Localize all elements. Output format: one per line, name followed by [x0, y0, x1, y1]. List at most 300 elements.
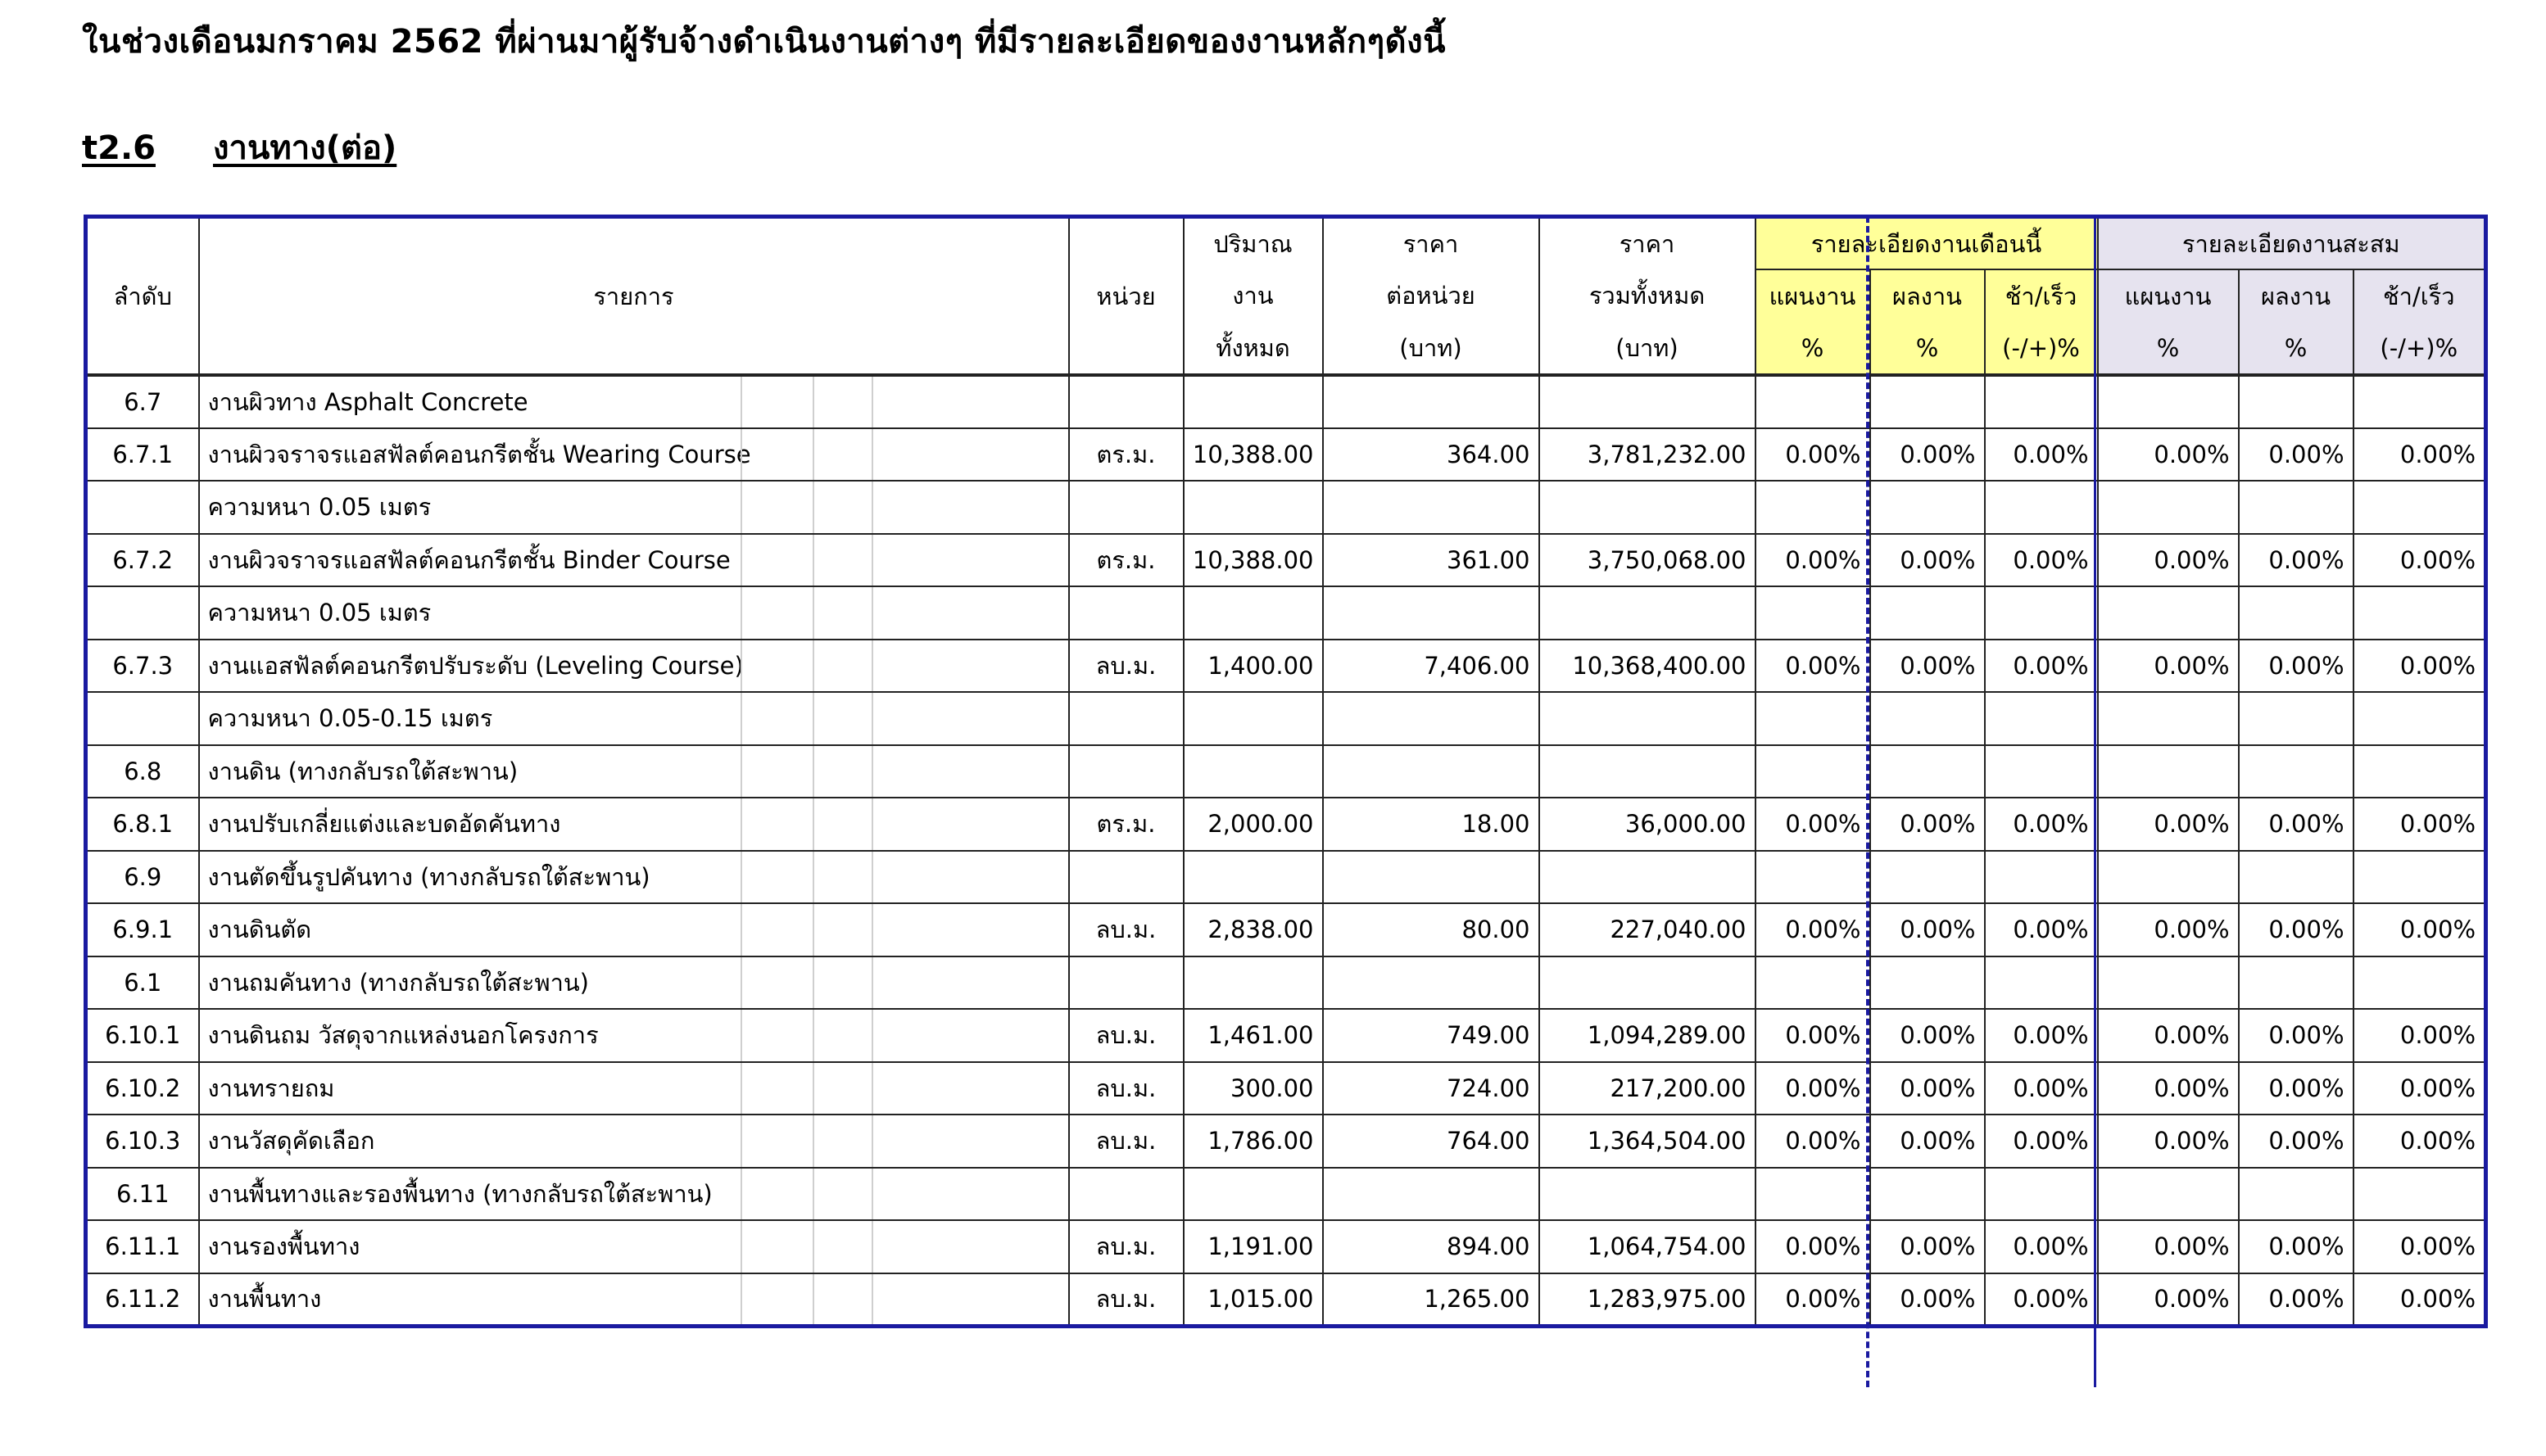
- row-number: 6.8: [86, 745, 199, 798]
- row-unit: ตร.ม.: [1069, 534, 1184, 587]
- row-month-variance: 0.00%: [1985, 1220, 2098, 1273]
- row-cum-variance: 0.00%: [2353, 1273, 2486, 1327]
- row-unit: ลบ.ม.: [1069, 1273, 1184, 1327]
- row-cum-result: [2239, 586, 2353, 640]
- row-number: 6.7: [86, 375, 199, 428]
- row-unit-price: [1323, 481, 1539, 534]
- row-unit-price: 7,406.00: [1323, 640, 1539, 693]
- row-cum-result: [2239, 745, 2353, 798]
- row-unit: [1069, 745, 1184, 798]
- row-quantity: 1,461.00: [1184, 1009, 1323, 1062]
- row-cum-result: 0.00%: [2239, 640, 2353, 693]
- row-cum-plan: 0.00%: [2098, 428, 2239, 482]
- row-total-price: 1,283,975.00: [1539, 1273, 1755, 1327]
- row-description: งานดินตัด: [199, 903, 1069, 956]
- gridline: [872, 377, 873, 427]
- row-cum-plan: 0.00%: [2098, 1273, 2239, 1327]
- row-unit: ลบ.ม.: [1069, 640, 1184, 693]
- row-month-variance: [1985, 692, 2098, 745]
- gridline: [741, 1169, 742, 1220]
- row-description: งานผิวจราจรแอสฟัลต์คอนกรีตชั้น Binder Course: [199, 534, 1069, 587]
- header-unit-price-line2: ต่อหน่วย: [1323, 269, 1539, 323]
- row-number: 6.7.3: [86, 640, 199, 693]
- row-unit: ลบ.ม.: [1069, 1009, 1184, 1062]
- gridline: [872, 1169, 873, 1220]
- row-cum-plan: [2098, 745, 2239, 798]
- row-unit: [1069, 586, 1184, 640]
- header-cum-plan-unit: %: [2098, 323, 2239, 376]
- row-description: งานตัดขึ้นรูปคันทาง (ทางกลับรถใต้สะพาน): [199, 851, 1069, 904]
- row-month-plan: 0.00%: [1755, 428, 1870, 482]
- gridline: [813, 1169, 814, 1220]
- gridline: [813, 693, 814, 744]
- header-unit-price-line1: ราคา: [1323, 217, 1539, 270]
- row-total-price: 227,040.00: [1539, 903, 1755, 956]
- gridline: [813, 1063, 814, 1115]
- row-total-price: 3,750,068.00: [1539, 534, 1755, 587]
- row-quantity: 1,400.00: [1184, 640, 1323, 693]
- header-month-result-unit: %: [1870, 323, 1985, 376]
- row-quantity: [1184, 1168, 1323, 1221]
- row-cum-result: 0.00%: [2239, 1115, 2353, 1168]
- gridline: [813, 957, 814, 1009]
- row-number: 6.7.2: [86, 534, 199, 587]
- row-cum-result: [2239, 375, 2353, 428]
- row-number: 6.7.1: [86, 428, 199, 482]
- row-cum-variance: [2353, 1168, 2486, 1221]
- gridline: [741, 1063, 742, 1115]
- header-cum-plan: แผนงาน: [2098, 269, 2239, 323]
- row-description: งานพื้นทางและรองพื้นทาง (ทางกลับรถใต้สะพาน): [199, 1168, 1069, 1221]
- gridline: [872, 1274, 873, 1324]
- gridline: [741, 1115, 742, 1167]
- row-unit-price: 364.00: [1323, 428, 1539, 482]
- row-cum-result: [2239, 956, 2353, 1010]
- row-month-result: 0.00%: [1870, 798, 1985, 851]
- row-unit: [1069, 851, 1184, 904]
- row-month-variance: 0.00%: [1985, 1115, 2098, 1168]
- gridline: [872, 535, 873, 586]
- row-cum-plan: [2098, 851, 2239, 904]
- gridline: [813, 904, 814, 956]
- row-month-result: 0.00%: [1870, 903, 1985, 956]
- row-cum-variance: [2353, 851, 2486, 904]
- gridline: [872, 429, 873, 481]
- gridline: [872, 904, 873, 956]
- row-cum-variance: 0.00%: [2353, 640, 2486, 693]
- gridline: [872, 1010, 873, 1061]
- header-qty-line3: ทั้งหมด: [1184, 323, 1323, 376]
- row-cum-result: 0.00%: [2239, 1062, 2353, 1115]
- row-month-plan: 0.00%: [1755, 1062, 1870, 1115]
- row-unit-price: [1323, 956, 1539, 1010]
- row-quantity: 2,000.00: [1184, 798, 1323, 851]
- row-cum-variance: 0.00%: [2353, 428, 2486, 482]
- table-row: [86, 428, 2486, 482]
- row-cum-result: 0.00%: [2239, 428, 2353, 482]
- gridline: [741, 798, 742, 850]
- row-cum-result: [2239, 481, 2353, 534]
- row-month-plan: 0.00%: [1755, 640, 1870, 693]
- table-row: [86, 692, 2486, 745]
- table-row: [86, 586, 2486, 640]
- gridline: [741, 904, 742, 956]
- row-description: งานผิวจราจรแอสฟัลต์คอนกรีตชั้น Wearing Course: [199, 428, 1069, 482]
- row-total-price: 36,000.00: [1539, 798, 1755, 851]
- row-unit: [1069, 1168, 1184, 1221]
- header-qty-line2: งาน: [1184, 269, 1323, 323]
- row-total-price: [1539, 586, 1755, 640]
- header-cum-result-unit: %: [2239, 323, 2353, 376]
- section-code: t2.6: [82, 129, 156, 167]
- row-quantity: 1,191.00: [1184, 1220, 1323, 1273]
- gridline: [813, 482, 814, 533]
- gridline: [813, 798, 814, 850]
- row-total-price: [1539, 375, 1755, 428]
- row-cum-variance: [2353, 586, 2486, 640]
- table-row: [86, 851, 2486, 904]
- row-cum-plan: 0.00%: [2098, 1009, 2239, 1062]
- gridline: [741, 482, 742, 533]
- row-cum-result: 0.00%: [2239, 798, 2353, 851]
- row-month-variance: [1985, 1168, 2098, 1221]
- row-month-result: [1870, 586, 1985, 640]
- row-cum-plan: [2098, 692, 2239, 745]
- row-month-plan: [1755, 692, 1870, 745]
- row-month-plan: [1755, 375, 1870, 428]
- section-name: งานทาง(ต่อ): [212, 129, 397, 167]
- gridline: [741, 746, 742, 798]
- gridline: [741, 640, 742, 692]
- row-description: งานผิวทาง Asphalt Concrete: [199, 375, 1069, 428]
- section-title: [82, 121, 396, 174]
- row-unit: ตร.ม.: [1069, 798, 1184, 851]
- row-unit-price: 894.00: [1323, 1220, 1539, 1273]
- progress-table: [84, 215, 2488, 1328]
- row-total-price: [1539, 692, 1755, 745]
- row-total-price: 217,200.00: [1539, 1062, 1755, 1115]
- row-month-plan: [1755, 1168, 1870, 1221]
- gridline: [872, 693, 873, 744]
- table-row: [86, 745, 2486, 798]
- row-number: 6.11.1: [86, 1220, 199, 1273]
- row-total-price: [1539, 851, 1755, 904]
- table-row: [86, 956, 2486, 1010]
- row-month-variance: 0.00%: [1985, 1273, 2098, 1327]
- row-unit-price: [1323, 586, 1539, 640]
- table-row: [86, 1168, 2486, 1221]
- gridline: [741, 535, 742, 586]
- header-cum-variance: ช้า/เร็ว: [2353, 269, 2486, 323]
- header-unit-price-line3: (บาท): [1323, 323, 1539, 376]
- row-month-plan: 0.00%: [1755, 798, 1870, 851]
- row-month-result: 0.00%: [1870, 534, 1985, 587]
- row-month-variance: 0.00%: [1985, 428, 2098, 482]
- row-unit-price: [1323, 375, 1539, 428]
- header-unit: หน่วย: [1069, 217, 1184, 376]
- gridline: [741, 693, 742, 744]
- header-total-price-line2: รวมทั้งหมด: [1539, 269, 1755, 323]
- gridline: [872, 746, 873, 798]
- header-cum-result: ผลงาน: [2239, 269, 2353, 323]
- row-quantity: 1,015.00: [1184, 1273, 1323, 1327]
- row-description: งานดิน (ทางกลับรถใต้สะพาน): [199, 745, 1069, 798]
- row-total-price: 1,094,289.00: [1539, 1009, 1755, 1062]
- row-unit: [1069, 481, 1184, 534]
- row-cum-plan: 0.00%: [2098, 798, 2239, 851]
- gridline: [813, 587, 814, 639]
- gridline: [813, 1274, 814, 1324]
- row-unit-price: [1323, 692, 1539, 745]
- gridline: [741, 1010, 742, 1061]
- row-description: ความหนา 0.05 เมตร: [199, 481, 1069, 534]
- row-cum-variance: [2353, 481, 2486, 534]
- header-month-variance: ช้า/เร็ว: [1985, 269, 2098, 323]
- row-month-variance: 0.00%: [1985, 1062, 2098, 1115]
- row-cum-plan: 0.00%: [2098, 1115, 2239, 1168]
- row-unit: [1069, 692, 1184, 745]
- row-description: ความหนา 0.05-0.15 เมตร: [199, 692, 1069, 745]
- row-description: งานดินถม วัสดุจากแหล่งนอกโครงการ: [199, 1009, 1069, 1062]
- gridline: [813, 1115, 814, 1167]
- gridline: [741, 852, 742, 903]
- row-month-plan: [1755, 745, 1870, 798]
- row-total-price: 10,368,400.00: [1539, 640, 1755, 693]
- row-cum-plan: [2098, 1168, 2239, 1221]
- gridline: [741, 1221, 742, 1273]
- row-month-variance: 0.00%: [1985, 798, 2098, 851]
- row-month-variance: 0.00%: [1985, 534, 2098, 587]
- table-row: [86, 1062, 2486, 1115]
- row-description: งานรองพื้นทาง: [199, 1220, 1069, 1273]
- gridline: [872, 1063, 873, 1115]
- table-body: [86, 375, 2486, 1326]
- row-month-variance: [1985, 956, 2098, 1010]
- row-cum-plan: 0.00%: [2098, 903, 2239, 956]
- gridline: [872, 1221, 873, 1273]
- row-cum-result: [2239, 1168, 2353, 1221]
- row-description: งานปรับเกลี่ยแต่งและบดอัดคันทาง: [199, 798, 1069, 851]
- row-number: 6.10.3: [86, 1115, 199, 1168]
- header-month-variance-unit: (-/+)%: [1985, 323, 2098, 376]
- row-quantity: [1184, 586, 1323, 640]
- row-total-price: [1539, 1168, 1755, 1221]
- header-seq: ลำดับ: [86, 217, 199, 376]
- row-cum-result: 0.00%: [2239, 903, 2353, 956]
- row-month-plan: 0.00%: [1755, 534, 1870, 587]
- row-month-result: 0.00%: [1870, 1062, 1985, 1115]
- row-number: 6.10.2: [86, 1062, 199, 1115]
- table-row: [86, 481, 2486, 534]
- row-month-plan: 0.00%: [1755, 1220, 1870, 1273]
- row-month-result: [1870, 851, 1985, 904]
- gridline: [741, 587, 742, 639]
- row-description: งานวัสดุคัดเลือก: [199, 1115, 1069, 1168]
- row-month-plan: [1755, 956, 1870, 1010]
- row-quantity: 10,388.00: [1184, 428, 1323, 482]
- row-month-result: 0.00%: [1870, 1115, 1985, 1168]
- row-cum-plan: [2098, 956, 2239, 1010]
- table-row: [86, 1273, 2486, 1327]
- row-number: [86, 481, 199, 534]
- gridline: [872, 482, 873, 533]
- report-heading: ในช่วงเดือนมกราคม 2562 ที่ผ่านมาผู้รับจ้างดำเนินงานต่างๆ ที่มีรายละเอียดของงานหลักๆดังนี้: [82, 23, 1446, 61]
- row-total-price: [1539, 481, 1755, 534]
- gridline: [813, 377, 814, 427]
- row-unit: ลบ.ม.: [1069, 1062, 1184, 1115]
- cumulative-group-divider: [2094, 216, 2096, 1387]
- row-cum-variance: [2353, 375, 2486, 428]
- row-month-result: 0.00%: [1870, 1220, 1985, 1273]
- table-row: [86, 1115, 2486, 1168]
- row-unit: ตร.ม.: [1069, 428, 1184, 482]
- row-cum-variance: [2353, 692, 2486, 745]
- row-description: งานถมคันทาง (ทางกลับรถใต้สะพาน): [199, 956, 1069, 1010]
- row-number: [86, 692, 199, 745]
- row-unit: ลบ.ม.: [1069, 1220, 1184, 1273]
- gridline: [872, 852, 873, 903]
- row-cum-result: [2239, 692, 2353, 745]
- table-row: [86, 375, 2486, 428]
- row-description: งานทรายถม: [199, 1062, 1069, 1115]
- gridline: [741, 957, 742, 1009]
- row-unit-price: 724.00: [1323, 1062, 1539, 1115]
- row-month-variance: 0.00%: [1985, 640, 2098, 693]
- row-unit: ลบ.ม.: [1069, 903, 1184, 956]
- row-cum-result: 0.00%: [2239, 1273, 2353, 1327]
- row-quantity: [1184, 956, 1323, 1010]
- row-unit: ลบ.ม.: [1069, 1115, 1184, 1168]
- gridline: [872, 587, 873, 639]
- row-total-price: 3,781,232.00: [1539, 428, 1755, 482]
- row-unit-price: [1323, 1168, 1539, 1221]
- row-cum-plan: [2098, 586, 2239, 640]
- row-unit: [1069, 956, 1184, 1010]
- row-month-variance: [1985, 745, 2098, 798]
- row-unit-price: 80.00: [1323, 903, 1539, 956]
- row-cum-variance: 0.00%: [2353, 1009, 2486, 1062]
- gridline: [741, 377, 742, 427]
- header-cum-variance-unit: (-/+)%: [2353, 323, 2486, 376]
- row-cum-result: 0.00%: [2239, 1009, 2353, 1062]
- row-cum-plan: 0.00%: [2098, 1220, 2239, 1273]
- row-month-variance: [1985, 481, 2098, 534]
- row-cum-plan: 0.00%: [2098, 534, 2239, 587]
- row-quantity: 1,786.00: [1184, 1115, 1323, 1168]
- header-month-plan-unit: %: [1755, 323, 1870, 376]
- row-total-price: [1539, 956, 1755, 1010]
- row-month-variance: 0.00%: [1985, 1009, 2098, 1062]
- gridline: [813, 535, 814, 586]
- gridline: [813, 1221, 814, 1273]
- header-total-price-line3: (บาท): [1539, 323, 1755, 376]
- row-number: 6.9.1: [86, 903, 199, 956]
- row-cum-plan: [2098, 375, 2239, 428]
- header-total-price-line1: ราคา: [1539, 217, 1755, 270]
- gridline: [872, 640, 873, 692]
- row-month-variance: [1985, 586, 2098, 640]
- row-quantity: 2,838.00: [1184, 903, 1323, 956]
- month-group-divider: [1866, 216, 1869, 1387]
- row-description: งานแอสฟัลต์คอนกรีตปรับระดับ (Leveling Course): [199, 640, 1069, 693]
- row-quantity: [1184, 481, 1323, 534]
- row-number: 6.1: [86, 956, 199, 1010]
- row-unit-price: 18.00: [1323, 798, 1539, 851]
- row-cum-variance: 0.00%: [2353, 798, 2486, 851]
- row-number: 6.10.1: [86, 1009, 199, 1062]
- row-month-result: 0.00%: [1870, 640, 1985, 693]
- row-month-variance: [1985, 851, 2098, 904]
- gridline: [741, 1274, 742, 1324]
- row-unit-price: 361.00: [1323, 534, 1539, 587]
- row-month-result: [1870, 692, 1985, 745]
- row-month-result: [1870, 375, 1985, 428]
- row-month-result: [1870, 745, 1985, 798]
- header-month-plan: แผนงาน: [1755, 269, 1870, 323]
- row-cum-variance: [2353, 745, 2486, 798]
- header-qty-line1: ปริมาณ: [1184, 217, 1323, 270]
- table-header: [86, 217, 2486, 376]
- row-unit-price: [1323, 851, 1539, 904]
- table-row: [86, 534, 2486, 587]
- table-row: [86, 903, 2486, 956]
- row-unit-price: 764.00: [1323, 1115, 1539, 1168]
- row-description: ความหนา 0.05 เมตร: [199, 586, 1069, 640]
- row-month-plan: 0.00%: [1755, 1115, 1870, 1168]
- row-cum-plan: 0.00%: [2098, 1062, 2239, 1115]
- row-month-plan: 0.00%: [1755, 903, 1870, 956]
- row-cum-result: 0.00%: [2239, 1220, 2353, 1273]
- header-cumulative-group: รายละเอียดงานสะสม: [2098, 217, 2486, 270]
- row-month-plan: [1755, 481, 1870, 534]
- row-cum-plan: 0.00%: [2098, 640, 2239, 693]
- row-month-result: 0.00%: [1870, 1009, 1985, 1062]
- row-month-result: [1870, 956, 1985, 1010]
- row-cum-result: 0.00%: [2239, 534, 2353, 587]
- row-month-result: [1870, 1168, 1985, 1221]
- row-cum-variance: [2353, 956, 2486, 1010]
- row-number: 6.9: [86, 851, 199, 904]
- row-quantity: 300.00: [1184, 1062, 1323, 1115]
- header-month-result: ผลงาน: [1870, 269, 1985, 323]
- gridline: [872, 798, 873, 850]
- table-row: [86, 1009, 2486, 1062]
- row-total-price: [1539, 745, 1755, 798]
- row-total-price: 1,064,754.00: [1539, 1220, 1755, 1273]
- header-item: รายการ: [199, 217, 1069, 376]
- row-month-plan: [1755, 851, 1870, 904]
- gridline: [872, 957, 873, 1009]
- row-cum-variance: 0.00%: [2353, 903, 2486, 956]
- table-row: [86, 640, 2486, 693]
- gridline: [741, 429, 742, 481]
- row-cum-result: [2239, 851, 2353, 904]
- row-number: [86, 586, 199, 640]
- row-month-variance: 0.00%: [1985, 903, 2098, 956]
- row-number: 6.8.1: [86, 798, 199, 851]
- row-month-plan: [1755, 586, 1870, 640]
- row-cum-variance: 0.00%: [2353, 1115, 2486, 1168]
- gridline: [813, 640, 814, 692]
- header-month-group: รายละเอียดงานเดือนนี้: [1755, 217, 2098, 270]
- row-month-result: [1870, 481, 1985, 534]
- row-month-result: 0.00%: [1870, 1273, 1985, 1327]
- row-month-variance: [1985, 375, 2098, 428]
- row-unit-price: 749.00: [1323, 1009, 1539, 1062]
- row-number: 6.11.2: [86, 1273, 199, 1327]
- row-quantity: 10,388.00: [1184, 534, 1323, 587]
- row-month-result: 0.00%: [1870, 428, 1985, 482]
